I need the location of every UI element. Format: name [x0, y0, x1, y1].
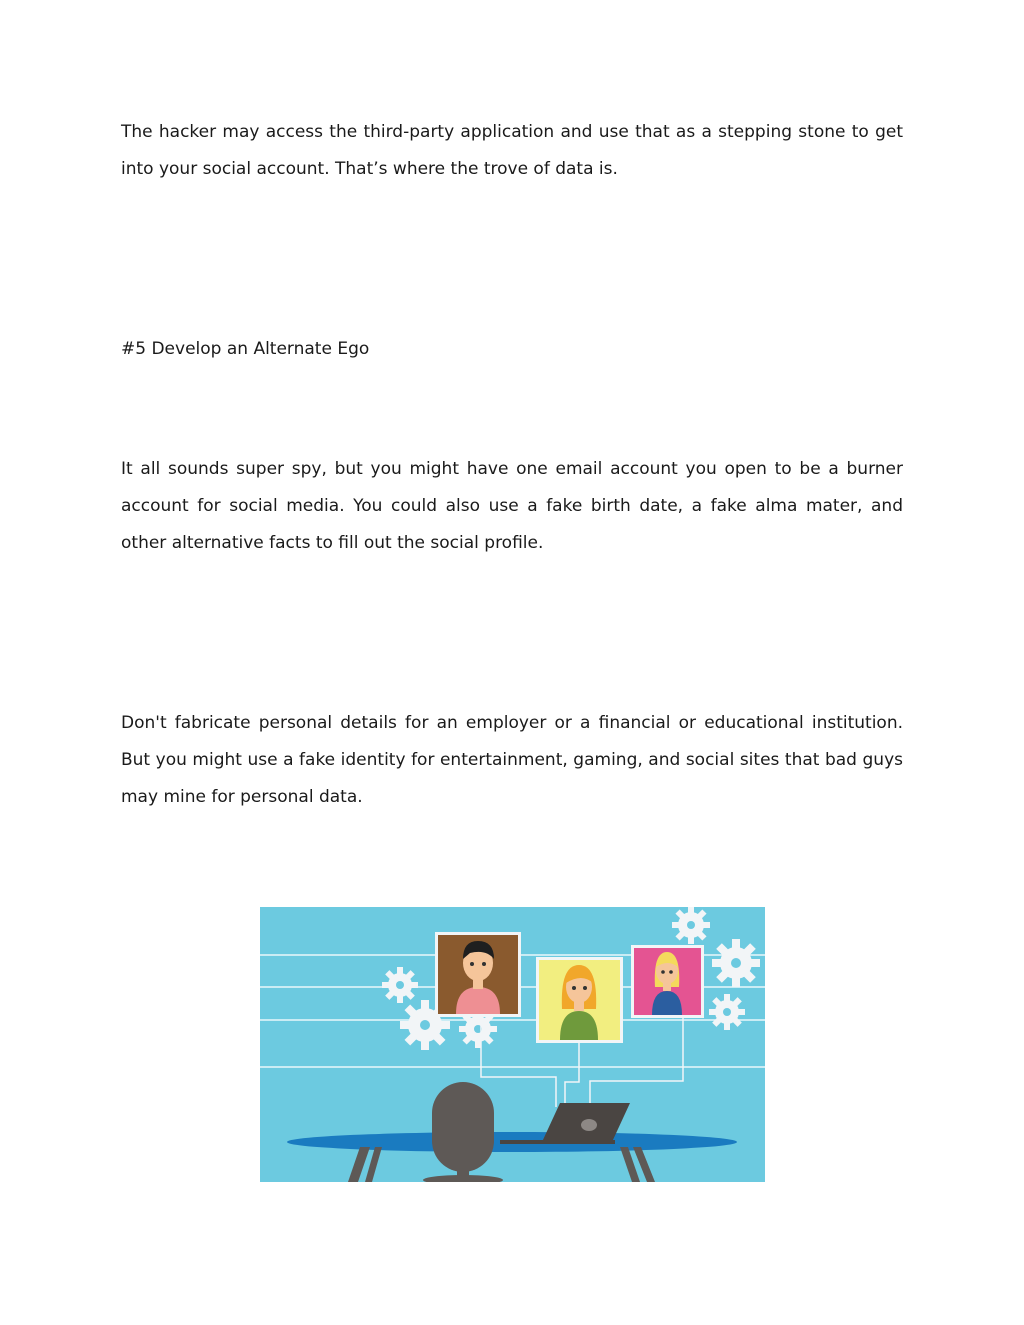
gear-icon [382, 967, 418, 1003]
section-heading: #5 Develop an Alternate Ego [121, 339, 370, 359]
paragraph-burner-account: It all sounds super spy, but you might have one email account you open to be a burner account for social media. You could also use a fake birth date, a fake alma mater, and other alternative facts to fill out the social profile. [121, 459, 903, 553]
profile-card-3 [631, 945, 704, 1018]
gear-icon [672, 907, 710, 944]
gear-icon [712, 939, 760, 987]
fake-identity-illustration [260, 907, 765, 1182]
profile-card-2 [536, 957, 623, 1043]
paragraph-third-party: The hacker may access the third-party application and use that as a stepping stone to get into your social account. That’s where the trove of data is. [121, 122, 903, 179]
gear-icon [709, 994, 745, 1030]
paragraph-fake-identity: Don't fabricate personal details for an employer or a financial or educational institution. But you might use a fake identity for entertainment, gaming, and social sites that bad guys may mine for personal data. [121, 713, 903, 807]
profile-card-1 [435, 932, 521, 1017]
